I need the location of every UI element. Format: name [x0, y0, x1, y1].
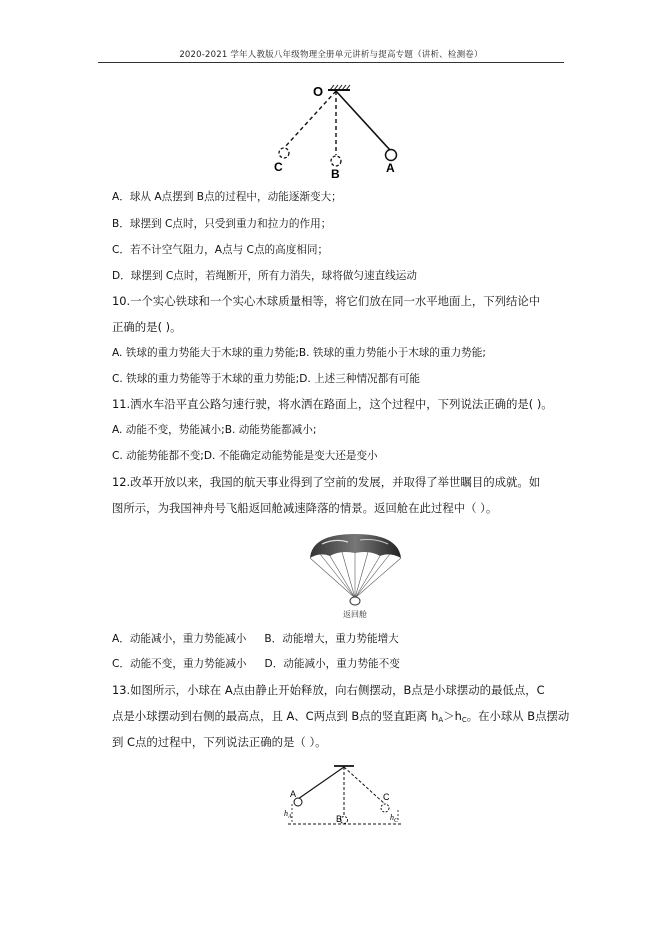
- q12-options-row1: [112, 632, 399, 646]
- pendulum-figure: [270, 84, 410, 180]
- q13-line2: 点是小球摆动到右侧的最高点，且 A、C两点到 B点的竖直距离 $h_A>h_C$。在小球从 B点摆动: [112, 709, 570, 724]
- q11-stem: 11.洒水车沿平直公路匀速行驶，将水洒在路面上，这个过程中，下列说法正确的是( )。: [112, 397, 553, 411]
- figure3-label-b: B: [336, 814, 343, 824]
- figure3-label-hc-sub: C: [394, 818, 399, 824]
- q10-stem-line2: 正确的是( )。: [112, 320, 182, 334]
- q13-line3: 到 C点的过程中，下列说法正确的是（ ）。: [112, 735, 327, 749]
- q12-stem-line2: 图所示，为我国神舟号飞船返回舱减速降落的情景。返回舱在此过程中（ ）。: [112, 501, 498, 515]
- q11-option-ab: A. 动能不变，势能减小;B. 动能势能都减小;: [112, 424, 317, 436]
- q10-option-cd: C. 铁球的重力势能等于木球的重力势能;D. 上述三种情况都有可能: [112, 373, 421, 385]
- q9-option-a: A．球从 A点摆到 B点的过程中，动能逐渐变大；: [112, 191, 342, 203]
- q12-option-c: C．动能不变，重力势能减小: [112, 658, 247, 670]
- figure1-label-b: B: [331, 167, 340, 180]
- q12-figure-caption: 返回舱: [343, 610, 367, 619]
- q12-stem-line1: 12.改革开放以来，我国的航天事业得到了空前的发展，并取得了举世瞩目的成就。如: [112, 475, 541, 489]
- page-header: 2020-2021 学年人教版八年级物理全册单元讲析与提高专题（讲析、检测卷）: [179, 50, 483, 60]
- figure3-label-ha: h: [284, 809, 288, 818]
- pendulum-heights-figure: [280, 762, 410, 832]
- header-rule: [98, 62, 564, 63]
- q12-option-a: A．动能减小，重力势能减小: [112, 633, 247, 645]
- q9-option-c: C．若不计空气阻力，A点与 C点的高度相同；: [112, 244, 329, 256]
- q12-options-row2: [112, 657, 400, 671]
- figure3-label-c: C: [383, 792, 390, 802]
- q11-option-cd: C. 动能势能都不变;D. 不能确定动能势能是变大还是变小: [112, 450, 378, 462]
- svg-text:hA: [284, 809, 292, 820]
- q9-option-b: B．球摆到 C点时，只受到重力和拉力的作用；: [112, 218, 332, 230]
- figure3-label-hc: h: [390, 813, 394, 822]
- q10-option-ab: A. 铁球的重力势能大于木球的重力势能;B. 铁球的重力势能小于木球的重力势能;: [112, 347, 486, 359]
- figure1-label-c: C: [274, 160, 283, 174]
- q12-option-b: B．动能增大，重力势能增大: [264, 633, 399, 645]
- figure1-label-a: A: [386, 161, 395, 175]
- q13-line1: 13.如图所示，小球在 A点由静止开始释放，向右侧摆动，B点是小球摆动的最低点，C: [112, 683, 545, 697]
- q9-option-d: D．球摆到 C点时，若绳断开，所有力消失，球将做匀速直线运动: [112, 270, 417, 282]
- parachute-figure: [300, 528, 410, 620]
- q12-option-d: D．动能减小，重力势能不变: [264, 658, 400, 670]
- figure3-label-a: A: [290, 789, 297, 799]
- figure3-label-ha-sub: A: [288, 814, 292, 820]
- q10-stem-line1: 10.一个实心铁球和一个实心木球质量相等，将它们放在同一水平地面上，下列结论中: [112, 294, 541, 308]
- figure1-label-o: O: [313, 84, 324, 99]
